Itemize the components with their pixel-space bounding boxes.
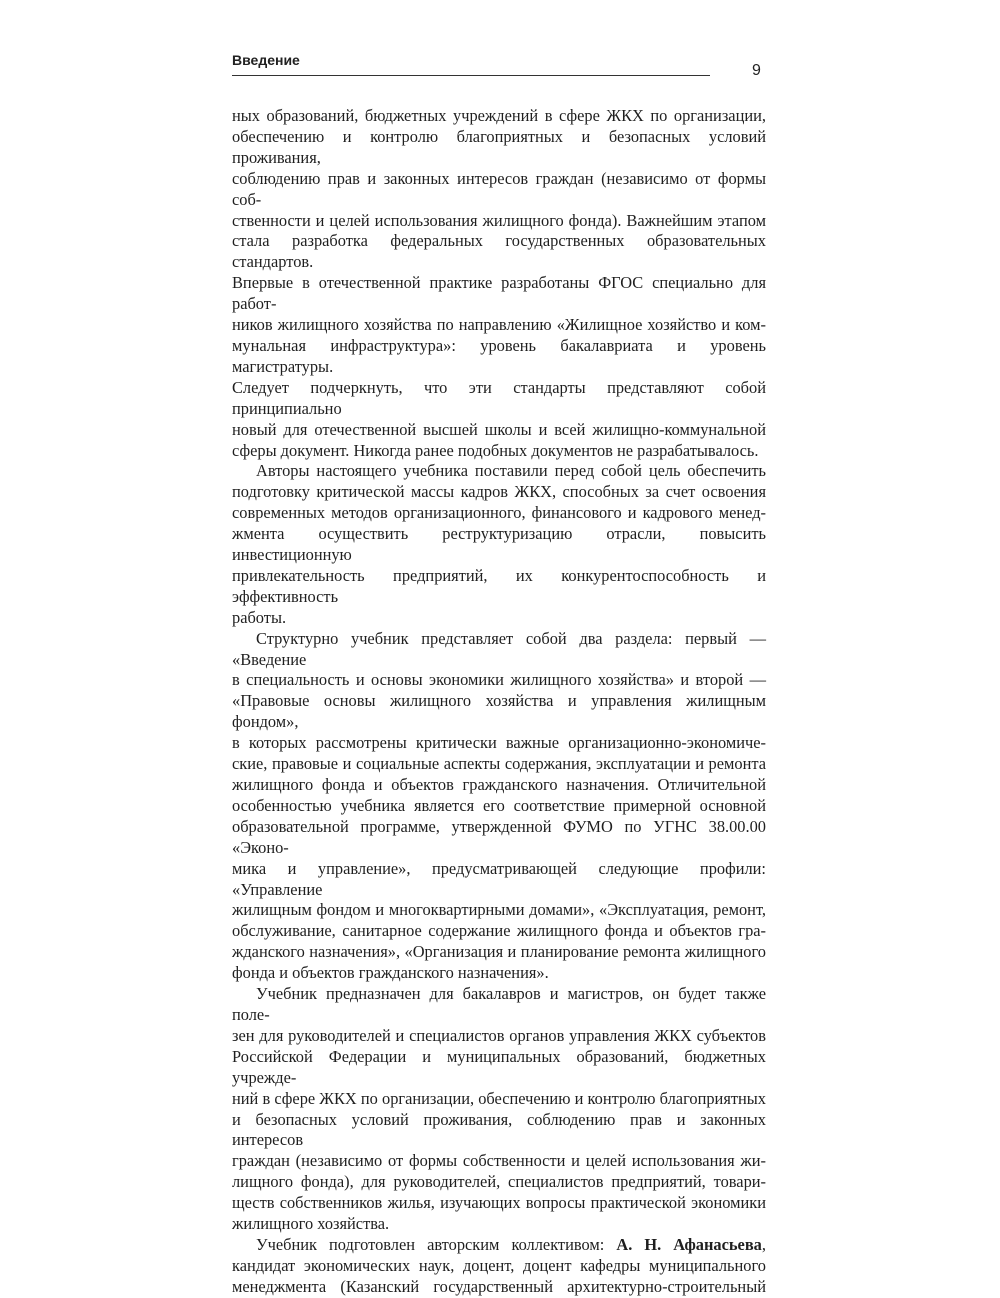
- text-line: жмента осуществить реструктуризацию отрасли, повысить инвестиционную: [232, 524, 766, 565]
- text-line: в которых рассмотрены критически важные организационно-экономиче-: [232, 733, 766, 753]
- text-line: Впервые в отечественной практике разработаны ФГОС специально для работ-: [232, 273, 766, 314]
- text-line: современных методов организационного, финансового и кадрового менед-: [232, 503, 766, 523]
- text-line: [232, 1235, 766, 1256]
- text-line: привлекательность предприятий, их конкурентоспособность и эффективность: [232, 565, 766, 606]
- text-line: фонда и объектов гражданского назначения».: [232, 963, 549, 983]
- running-head: Введение: [232, 52, 300, 68]
- text-line: сферы документ. Никогда ранее подобных документов не разрабатывалось.: [232, 440, 759, 460]
- text-line: лищного фонда), для руководителей, специалистов предприятий, товари-: [232, 1172, 766, 1192]
- text-line: ний в сфере ЖКХ по организации, обеспечению и контролю благоприятных: [232, 1088, 766, 1108]
- text-line: мунальная инфраструктура»: уровень бакалавриата и уровень магистратуры.: [232, 335, 766, 376]
- text-span: Учебник подготовлен авторским коллективом:: [256, 1234, 617, 1254]
- page-number: 9: [752, 62, 761, 79]
- text-line: Российской Федерации и муниципальных образований, бюджетных учрежде-: [232, 1046, 766, 1087]
- text-line: «Правовые основы жилищного хозяйства и управления жилищным фондом»,: [232, 691, 766, 732]
- text-line: образовательной программе, утвержденной ФУМО по УГНС 38.00.00 «Эконо-: [232, 816, 766, 857]
- text-line: жилищного хозяйства.: [232, 1214, 390, 1234]
- text-line: обслуживание, санитарное содержание жилищного фонда и объектов гра-: [232, 921, 766, 941]
- text-line: мика и управление», предусматривающей следующие профили: «Управление: [232, 858, 766, 899]
- text-line: зен для руководителей и специалистов органов управления ЖКХ субъектов: [232, 1025, 766, 1045]
- text-line: работы.: [232, 607, 287, 627]
- body-text: [232, 106, 766, 1298]
- text-line: Авторы настоящего учебника поставили перед собой цель обеспечить: [256, 461, 766, 481]
- author-name: А. Н. Афанасьева: [616, 1234, 762, 1254]
- text-line: ников жилищного хозяйства по направлению «Жилищное хозяйство и ком-: [232, 315, 766, 335]
- text-line: Следует подчеркнуть, что эти стандарты представляют собой принципиально: [232, 377, 766, 418]
- text-line: жилищным фондом и многоквартирными домами», «Эксплуатация, ремонт,: [232, 900, 766, 920]
- text-line: ские, правовые и социальные аспекты содержания, эксплуатации и ремонта: [232, 754, 766, 774]
- text-line: менеджмента (Казанский государственный архитектурно-строительный: [232, 1276, 766, 1296]
- text-line: граждан (независимо от формы собственности и целей использования жи-: [232, 1151, 766, 1171]
- text-line: обеспечению и контролю благоприятных и безопасных условий проживания,: [232, 126, 766, 167]
- text-line: ществ собственников жилья, изучающих вопросы практической экономики: [232, 1193, 766, 1213]
- text-line: жилищного фонда и объектов гражданского назначения. Отличительной: [232, 775, 766, 794]
- text-line: жданского назначения», «Организация и планирование ремонта жилищного: [232, 942, 766, 962]
- text-line: новый для отечественной высшей школы и всей жилищно-коммунальной: [232, 419, 766, 439]
- text-line: особенностью учебника является его соответствие примерной основной: [232, 795, 766, 815]
- header-rule: [232, 75, 710, 76]
- text-line: Учебник предназначен для бакалавров и магистров, он будет также поле-: [232, 984, 766, 1024]
- text-line: и безопасных условий проживания, соблюдению прав и законных интересов: [232, 1109, 766, 1150]
- text-line: кандидат экономических наук, доцент, доцент кафедры муниципального: [232, 1255, 766, 1275]
- text-line: в специальность и основы экономики жилищного хозяйства» и второй —: [232, 670, 766, 690]
- text-line: Структурно учебник представляет собой два раздела: первый — «Введение: [232, 628, 766, 669]
- text-span: ,: [761, 1234, 766, 1254]
- text-line: подготовку критической массы кадров ЖКХ, способных за счет освоения: [232, 482, 766, 502]
- text-line: ственности и целей использования жилищного фонда). Важнейшим этапом: [232, 210, 766, 230]
- text-line: соблюдению прав и законных интересов граждан (независимо от формы соб-: [232, 168, 766, 209]
- text-line: ных образований, бюджетных учреждений в сфере ЖКХ по организации,: [232, 106, 766, 125]
- text-line: стала разработка федеральных государственных образовательных стандартов.: [232, 231, 766, 272]
